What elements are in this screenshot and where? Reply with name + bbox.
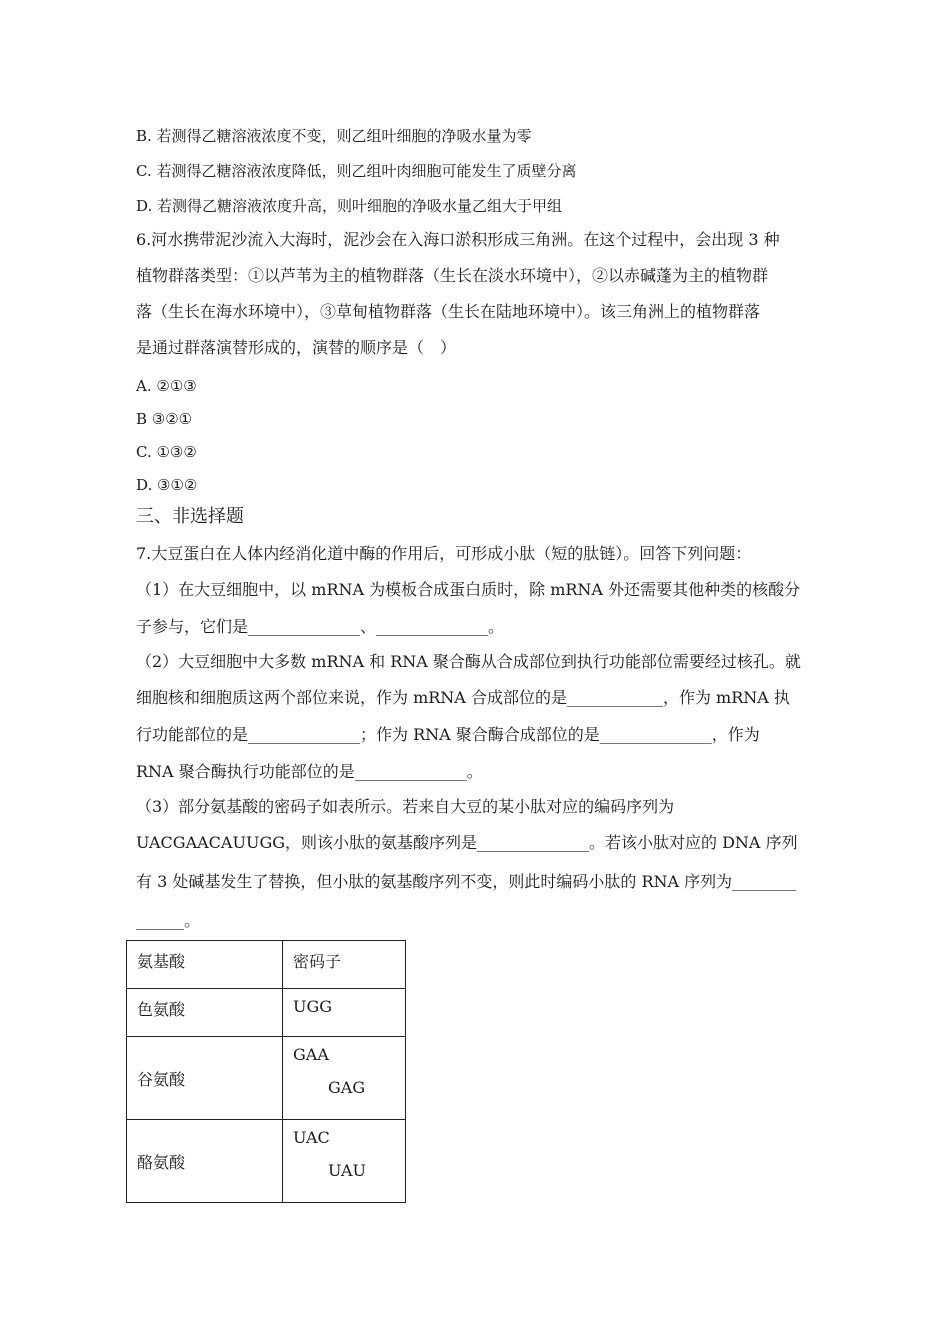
q7-line: ______。 bbox=[136, 911, 201, 930]
amino-cell: 色氨酸 bbox=[137, 1000, 186, 1019]
codon-cell bbox=[283, 1120, 405, 1188]
q6-line: 落（生长在海水环境中），③草甸植物群落（生长在陆地环境中）。该三角洲上的植物群落 bbox=[136, 302, 761, 321]
amino-cell: 酪氨酸 bbox=[137, 1152, 186, 1172]
q6-option-a: A. ②①③ bbox=[136, 377, 197, 395]
codon-cell: UGG bbox=[293, 997, 333, 1016]
section-title: 三、非选择题 bbox=[136, 506, 244, 527]
codon-value: GAG bbox=[328, 1078, 366, 1097]
header-codon: 密码子 bbox=[293, 952, 342, 971]
table-row bbox=[127, 1120, 406, 1203]
q5-option-d: D. 若测得乙糖溶液浓度升高，则叶细胞的净吸水量乙组大于甲组 bbox=[136, 197, 563, 215]
codon-value: GAA bbox=[293, 1045, 329, 1064]
header-amino: 氨基酸 bbox=[137, 952, 186, 971]
q6-option-b: B ③②① bbox=[136, 410, 193, 428]
q6-line: 是通过群落演替形成的，演替的顺序是（ ） bbox=[136, 338, 457, 357]
q7-line: RNA 聚合酶执行功能部位的是______________。 bbox=[136, 762, 483, 781]
table-header-row bbox=[127, 941, 406, 989]
q5-option-c: C. 若测得乙糖溶液浓度降低，则乙组叶肉细胞可能发生了质壁分离 bbox=[136, 162, 577, 180]
q6-option-d: D. ③①② bbox=[136, 476, 198, 494]
codon-cell bbox=[283, 1037, 405, 1105]
q6-line: 植物群落类型：①以芦苇为主的植物群落（生长在淡水环境中），②以赤碱蓬为主的植物群 bbox=[136, 266, 769, 285]
q7-line: 行功能部位的是______________；作为 RNA 聚合酶合成部位的是______________，作为 bbox=[136, 725, 760, 744]
amino-cell: 谷氨酸 bbox=[137, 1069, 186, 1089]
q7-line: （1）在大豆细胞中，以 mRNA 为模板合成蛋白质时，除 mRNA 外还需要其他种类的核酸分 bbox=[136, 580, 801, 599]
q5-option-b: B. 若测得乙糖溶液浓度不变，则乙组叶细胞的净吸水量为零 bbox=[136, 127, 532, 145]
q7-line: 细胞核和细胞质这两个部位来说，作为 mRNA 合成部位的是____________，作为 mRNA 执 bbox=[136, 688, 790, 707]
table-row bbox=[127, 1037, 406, 1120]
codon-value: UAU bbox=[328, 1161, 367, 1180]
table-row bbox=[127, 989, 406, 1037]
q7-line: 子参与，它们是______________、______________。 bbox=[136, 617, 505, 636]
codon-value: UAC bbox=[293, 1128, 330, 1147]
q6-option-c: C. ①③② bbox=[136, 443, 197, 461]
q7-line: 有 3 处碱基发生了替换，但小肽的氨基酸序列不变，则此时编码小肽的 RNA 序列为________ bbox=[136, 872, 797, 891]
q7-line: （3）部分氨基酸的密码子如表所示。若来自大豆的某小肽对应的编码序列为 bbox=[136, 797, 675, 816]
q7-line: UACGAACAUUGG，则该小肽的氨基酸序列是______________。若该小肽对应的 DNA 序列 bbox=[136, 833, 798, 852]
q7-line: （2）大豆细胞中大多数 mRNA 和 RNA 聚合酶从合成部位到执行功能部位需要经过核孔。就 bbox=[136, 652, 801, 671]
q7-line: 7.大豆蛋白在人体内经消化道中酶的作用后，可形成小肽（短的肽链）。回答下列问题： bbox=[136, 544, 752, 563]
codon-table bbox=[126, 940, 406, 1203]
q6-line: 6.河水携带泥沙流入大海时，泥沙会在入海口淤积形成三角洲。在这个过程中，会出现 3 种 bbox=[136, 230, 780, 249]
